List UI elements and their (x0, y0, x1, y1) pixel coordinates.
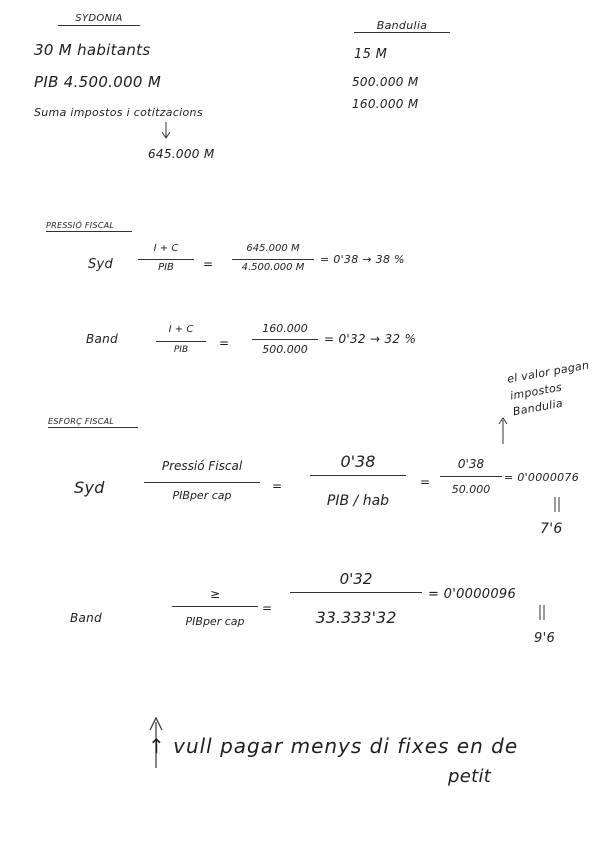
esforc-syd-result: = 0'0000076 (504, 471, 580, 484)
conclusion-line-2: petit (448, 766, 492, 787)
fraction-denominator: 33.333'32 (315, 608, 397, 627)
pressio-syd-formula (138, 242, 194, 282)
pressio-syd-label: Syd (88, 257, 114, 272)
conclusion-line-1: ↑ vull pagar menys di fixes en de (148, 734, 519, 758)
esforc-syd-values (440, 456, 502, 502)
esforc-band-equals: = (262, 601, 273, 615)
esforc-note: el valor pagan impostos Bandulia (506, 358, 591, 419)
fraction-numerator: 0'32 (339, 570, 373, 588)
bandulia-title: Bandulia (354, 20, 450, 33)
fraction-denominator: PIB (173, 345, 189, 355)
pressio-band-formula (156, 322, 206, 362)
esforc-band-result-note: 9'6 (534, 631, 556, 646)
esforc-syd-equals-1: = (272, 479, 283, 493)
sydonia-habitants: 30 M habitants (34, 41, 151, 59)
fraction-denominator: 500.000 (262, 343, 308, 356)
esforc-band-values (290, 568, 422, 634)
esforc-syd-formula (144, 456, 260, 514)
fraction-denominator: 4.500.000 M (241, 262, 305, 273)
esforc-band-result: = 0'0000096 (428, 587, 517, 602)
fraction-numerator: 645.000 M (246, 243, 300, 254)
esforc-syd-label: Syd (74, 478, 105, 497)
sydonia-suma-value: 645.000 M (148, 147, 215, 161)
pressio-band-equals: = (219, 336, 230, 350)
fraction-denominator: PIBper cap (185, 615, 245, 628)
pressio-syd-result: = 0'38 → 38 % (320, 253, 405, 266)
esforc-syd-equals-2: = (420, 475, 431, 489)
bandulia-habitants: 15 M (354, 47, 388, 62)
sydonia-pib: PIB 4.500.000 M (34, 73, 162, 91)
pressio-syd-values (232, 242, 314, 282)
fraction-numerator: 160.000 (262, 322, 308, 335)
bandulia-pib: 500.000 M (352, 75, 419, 89)
bandulia-suma-value: 160.000 M (352, 97, 419, 111)
pressio-fiscal-title: PRESSIÓ FISCAL (46, 222, 132, 232)
esforc-band-label: Band (70, 611, 103, 625)
fraction-numerator: 0'38 (340, 452, 376, 471)
fraction-denominator: PIB / hab (326, 493, 390, 509)
fraction-denominator: 50.000 (451, 483, 491, 496)
esforc-fiscal-title: ESFORÇ FISCAL (48, 418, 138, 428)
fraction-numerator: Pressió Fiscal (161, 459, 243, 473)
fraction-numerator: I + C (153, 243, 179, 254)
pressio-band-label: Band (86, 332, 119, 346)
fraction-numerator: 0'38 (457, 457, 485, 471)
sydonia-suma-label: Suma impostos i cotitzacions (34, 106, 203, 119)
pressio-band-result: = 0'32 → 32 % (324, 332, 417, 346)
sydonia-title: SYDONIA (58, 14, 140, 26)
fraction-denominator: PIB (158, 262, 174, 273)
fraction-numerator: ≥ (209, 587, 221, 601)
pressio-band-values (252, 320, 318, 362)
esforc-syd-step (310, 448, 406, 518)
pressio-syd-equals: = (203, 257, 214, 271)
esforc-band-formula (172, 586, 258, 640)
esforc-syd-result-note: 7'6 (540, 521, 563, 537)
fraction-numerator: I + C (168, 324, 194, 335)
fraction-denominator: PIBper cap (172, 489, 232, 502)
